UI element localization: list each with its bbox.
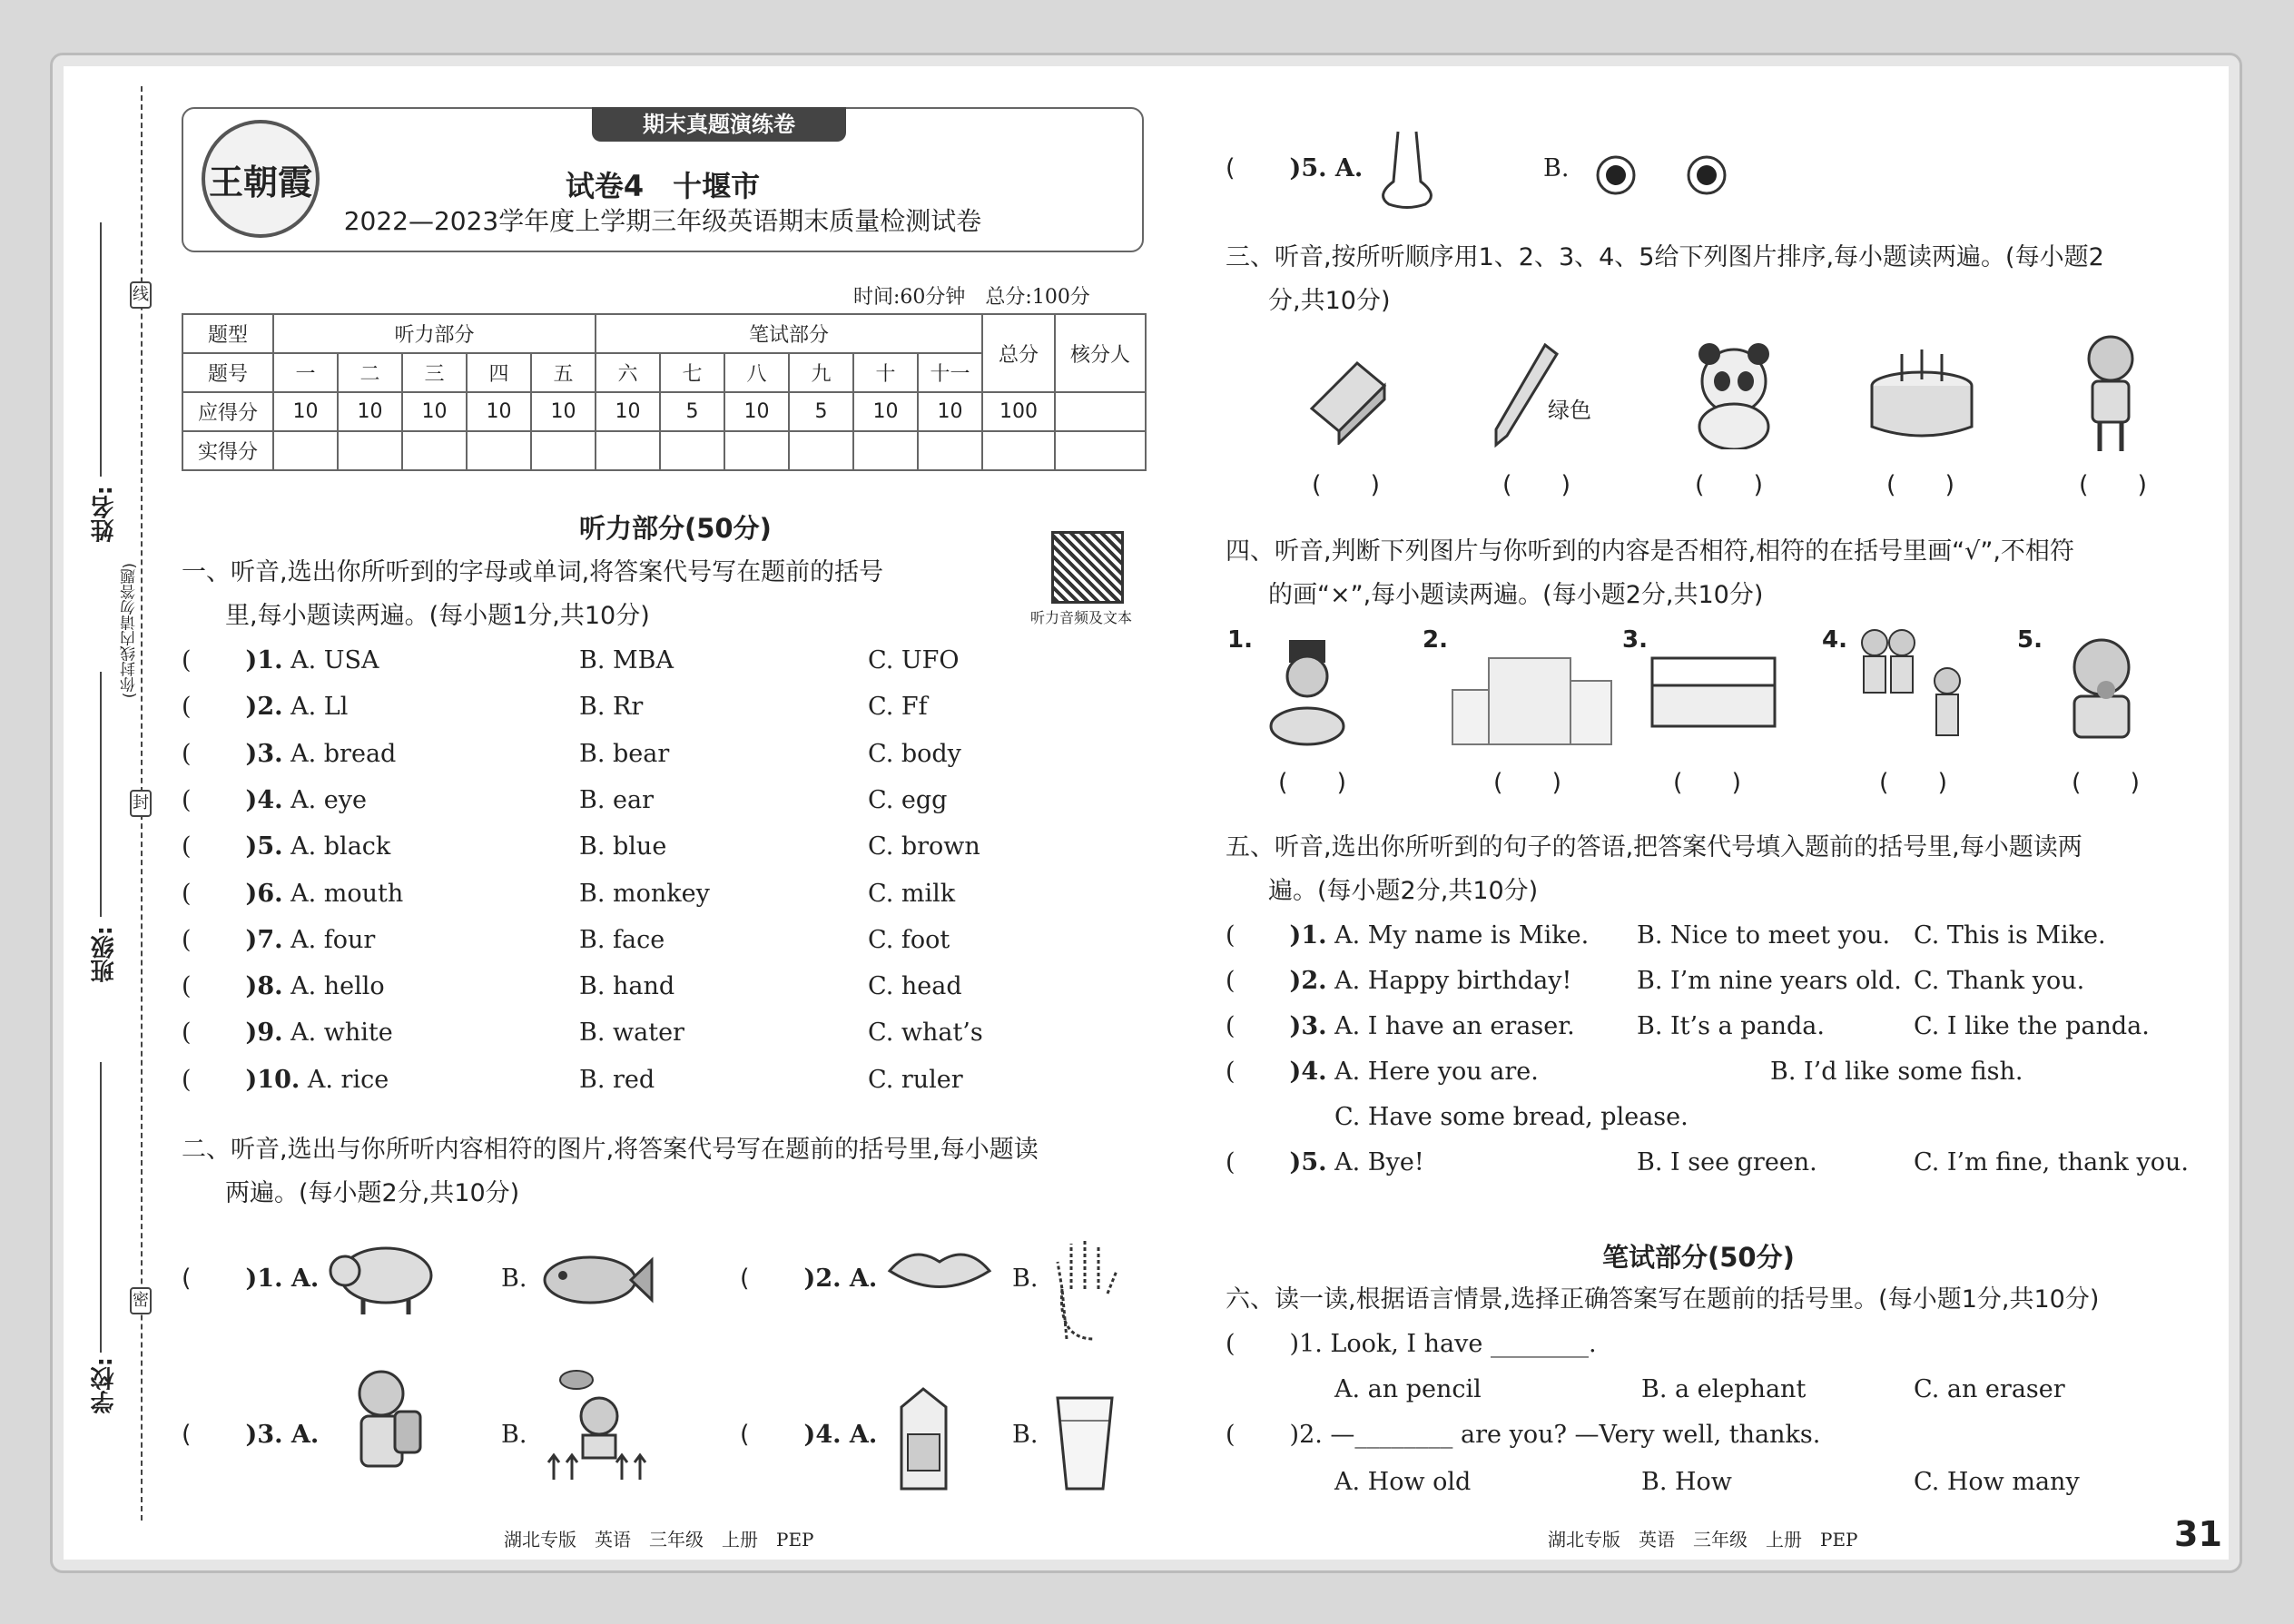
binding-tag-seal: 封 xyxy=(130,790,152,817)
cell: 总分 xyxy=(982,314,1055,392)
cell: 5 xyxy=(660,392,724,431)
open-paren[interactable]: ( xyxy=(182,646,192,674)
option-b[interactable]: B. I’d like some fish. xyxy=(1770,1058,2023,1086)
open-paren[interactable]: ( xyxy=(1226,154,1236,182)
sec4-title: 四、听音,判断下列图片与你听到的内容是否相符,相符的在括号里画“√”,不相符 xyxy=(1226,537,2074,566)
option-b[interactable]: B. I see green. xyxy=(1637,1148,1817,1176)
score-input[interactable] xyxy=(853,431,918,470)
boy-touching-head-icon xyxy=(2074,331,2147,454)
pencil-box-icon xyxy=(1648,645,1784,735)
header-tab: 期末真题演练卷 xyxy=(592,107,846,142)
cell: 十 xyxy=(853,353,918,392)
option-b[interactable]: B. Nice to meet you. xyxy=(1637,921,1891,950)
open-paren[interactable]: ( xyxy=(182,925,192,954)
qr-label: 听力音频及文本 xyxy=(1030,609,1133,626)
sec2-q4-b: B. xyxy=(1012,1421,1039,1449)
sec5-title: 五、听音,选出你所听到的句子的答语,把答案代号填入题前的括号里,每小题读两 xyxy=(1226,833,2082,861)
list-item xyxy=(1226,967,1571,995)
option-b[interactable]: B. face xyxy=(579,925,665,954)
exam-title: 试卷4 十堰市 xyxy=(565,169,761,203)
open-paren[interactable]: ( xyxy=(182,879,192,908)
q-num: )2. xyxy=(1289,967,1327,995)
cell: 二 xyxy=(338,353,402,392)
cell: 10 xyxy=(338,392,402,431)
cell: 七 xyxy=(660,353,724,392)
score-input[interactable] xyxy=(402,431,467,470)
sec4-blank-2[interactable]: ( ) xyxy=(1493,769,1562,797)
option-c[interactable]: C. what’s xyxy=(868,1019,983,1048)
children-icon xyxy=(1856,626,1970,749)
option-a[interactable]: A. Ll xyxy=(290,693,349,722)
q-label: )3. A. xyxy=(245,1421,320,1449)
option-b[interactable]: B. red xyxy=(579,1065,655,1094)
open-paren[interactable]: ( xyxy=(182,1065,192,1094)
sec1-title: 一、听音,选出你所听到的字母或单词,将答案代号写在题前的括号 xyxy=(182,558,884,586)
score-input[interactable] xyxy=(467,431,531,470)
cell: 一 xyxy=(273,353,338,392)
q-num: )1. xyxy=(1289,921,1327,950)
option-b[interactable]: B. MBA xyxy=(579,646,674,674)
cell: 题型 xyxy=(182,314,273,353)
option-c[interactable]: C. Have some bread, please. xyxy=(1334,1103,1689,1131)
cell: 10 xyxy=(853,392,918,431)
sec2-q3-b: B. xyxy=(501,1421,527,1449)
sec3-blank-3[interactable]: ( ) xyxy=(1695,471,1764,499)
q-num: )3. xyxy=(1289,1012,1327,1040)
sec6-q2 xyxy=(1226,1421,1820,1449)
option-a[interactable]: A. USA xyxy=(290,646,379,674)
sec3-blank-4[interactable]: ( ) xyxy=(1886,471,1955,499)
q-num: )10. xyxy=(245,1065,300,1094)
option-b[interactable]: B. blue xyxy=(579,832,667,861)
boy-with-arrows-icon xyxy=(545,1366,649,1484)
q-text: )2. —________ are you? —Very well, thanks. xyxy=(1289,1421,1821,1449)
score-input[interactable] xyxy=(982,431,1055,470)
sec3-blank-5[interactable]: ( ) xyxy=(2079,471,2148,499)
open-paren[interactable]: ( xyxy=(1226,1012,1236,1040)
option-b[interactable]: B. water xyxy=(579,1019,684,1048)
option-a[interactable]: A. Here you are. xyxy=(1334,1058,1539,1086)
score-input[interactable] xyxy=(338,431,402,470)
time-info: 时间:60分钟 总分:100分 xyxy=(853,286,1090,309)
list-item xyxy=(182,1019,393,1047)
option-c[interactable]: C. brown xyxy=(868,832,980,861)
open-paren[interactable]: ( xyxy=(182,785,192,814)
q-num: )1. xyxy=(245,646,283,674)
option-b[interactable]: B. I’m nine years old. xyxy=(1637,967,1902,995)
sec2-q5 xyxy=(1226,154,1363,182)
cell: 笔试部分 xyxy=(596,314,982,353)
cell: 题号 xyxy=(182,353,273,392)
cell: 核分人 xyxy=(1055,314,1146,392)
list-item xyxy=(182,972,385,1000)
birthday-cake-icon xyxy=(1866,345,1979,445)
q-num: )4. xyxy=(245,785,283,814)
list-item xyxy=(182,740,396,768)
option-c[interactable]: C. body xyxy=(868,739,961,768)
boy-eating-icon xyxy=(2056,631,2147,740)
sec4-num-3: 3. xyxy=(1622,626,1648,654)
option-b[interactable]: B. hand xyxy=(579,972,675,1001)
option-a[interactable]: A. I have an eraser. xyxy=(1334,1012,1575,1040)
logo-text: 王朝霞 xyxy=(208,161,312,202)
option-a[interactable]: A. four xyxy=(290,925,376,954)
sec3-blank-2[interactable]: ( ) xyxy=(1502,471,1571,499)
q-num: )4. xyxy=(1289,1058,1327,1086)
cell: 100 xyxy=(982,392,1055,431)
binding-note: (你封线内请勿答题) xyxy=(121,563,139,699)
footer-left: 湖北专版 英语 三年级 上册 PEP xyxy=(504,1529,814,1550)
sec2-q1 xyxy=(182,1265,319,1293)
list-item xyxy=(1226,1148,1424,1176)
cell: 四 xyxy=(467,353,531,392)
list-item xyxy=(182,693,348,721)
list-item xyxy=(1226,921,1589,950)
score-input[interactable] xyxy=(660,431,724,470)
boy-with-bag-icon xyxy=(345,1366,427,1484)
option-c[interactable]: C. egg xyxy=(868,785,948,814)
cell: 三 xyxy=(402,353,467,392)
option-a[interactable]: A. hello xyxy=(290,972,385,1001)
open-paren[interactable]: ( xyxy=(1226,967,1236,995)
score-table xyxy=(182,313,1147,471)
option-a[interactable]: A. bread xyxy=(290,739,397,768)
option-c[interactable]: C. milk xyxy=(868,879,956,908)
open-paren[interactable]: ( xyxy=(1226,1148,1236,1176)
eraser-icon xyxy=(1303,354,1393,445)
open-paren[interactable]: ( xyxy=(1226,1058,1236,1086)
name-label: 姓名: xyxy=(91,486,118,543)
open-paren[interactable]: ( xyxy=(1226,1421,1236,1449)
score-input[interactable] xyxy=(1055,431,1146,470)
binding-tag-line: 线 xyxy=(130,281,152,309)
list-item xyxy=(182,880,403,908)
option-c[interactable]: C. foot xyxy=(868,925,950,954)
q-num: )5. xyxy=(245,832,283,861)
score-input[interactable] xyxy=(918,431,982,470)
open-paren[interactable]: ( xyxy=(182,1265,192,1293)
cell: 5 xyxy=(789,392,853,431)
option-a[interactable]: A. eye xyxy=(290,785,367,814)
exam-paper xyxy=(50,53,2242,1573)
cell: 应得分 xyxy=(182,392,273,431)
sec2-q4 xyxy=(740,1421,877,1449)
option-c[interactable]: C. This is Mike. xyxy=(1914,921,2106,950)
open-paren[interactable]: ( xyxy=(182,832,192,861)
sec2-q2 xyxy=(740,1265,877,1293)
list-item xyxy=(182,832,390,861)
hand-icon xyxy=(1049,1235,1121,1343)
milk-carton-icon xyxy=(894,1384,953,1493)
cell: 六 xyxy=(596,353,660,392)
q-text: )1. Look, I have ________. xyxy=(1289,1330,1597,1358)
q-num: )3. xyxy=(245,739,283,768)
sec2-title2: 两遍。(每小题2分,共10分) xyxy=(225,1179,520,1207)
qr-code[interactable] xyxy=(1051,531,1124,604)
q-label: )1. A. xyxy=(245,1265,320,1293)
nose-icon xyxy=(1371,127,1443,213)
open-paren[interactable]: ( xyxy=(1226,1330,1236,1358)
eyes-icon xyxy=(1593,150,1748,200)
school-label: 学校: xyxy=(91,1357,118,1414)
option-c[interactable]: C. UFO xyxy=(868,646,960,674)
sec6-q1 xyxy=(1226,1330,1597,1358)
option-b[interactable]: B. It’s a panda. xyxy=(1637,1012,1825,1040)
option-a[interactable]: A. white xyxy=(290,1019,393,1048)
cell: 听力部分 xyxy=(273,314,596,353)
sec5-title2: 遍。(每小题2分,共10分) xyxy=(1268,877,1539,905)
option-c[interactable]: C. I like the panda. xyxy=(1914,1012,2150,1040)
option-a[interactable]: A. mouth xyxy=(290,879,404,908)
q-num: )6. xyxy=(245,879,283,908)
pig-icon xyxy=(327,1235,445,1316)
sec4-num-5: 5. xyxy=(2017,626,2043,654)
glass-of-water-icon xyxy=(1053,1393,1117,1493)
list-item xyxy=(182,646,379,674)
cell[interactable] xyxy=(1055,392,1146,431)
option-c[interactable]: C. head xyxy=(868,972,962,1001)
option-b[interactable]: B. Rr xyxy=(579,693,644,722)
option-c[interactable]: C. Thank you. xyxy=(1914,967,2085,995)
score-input[interactable] xyxy=(596,431,660,470)
sec4-title2: 的画“×”,每小题读两遍。(每小题2分,共10分) xyxy=(1268,581,1764,609)
buildings-icon xyxy=(1448,649,1616,749)
q-num: )8. xyxy=(245,972,283,1001)
fish-icon xyxy=(536,1244,654,1316)
sec6-title: 六、读一读,根据语言情景,选择正确答案写在题前的括号里。(每小题1分,共10分) xyxy=(1226,1285,2100,1314)
sec4-num-1: 1. xyxy=(1227,626,1253,654)
name-blank[interactable] xyxy=(100,222,102,477)
option-b[interactable]: B. monkey xyxy=(579,879,710,908)
list-item xyxy=(1226,1012,1575,1040)
sec4-blank-4[interactable]: ( ) xyxy=(1879,769,1948,797)
pencil-label: 绿色 xyxy=(1548,398,1591,423)
cell: 实得分 xyxy=(182,431,273,470)
q-label: )5. A. xyxy=(1289,154,1364,182)
sec3-blank-1[interactable]: ( ) xyxy=(1312,471,1381,499)
class-label: 班级: xyxy=(91,926,118,983)
sec4-blank-5[interactable]: ( ) xyxy=(2072,769,2141,797)
class-blank[interactable] xyxy=(100,672,102,917)
q-num: )7. xyxy=(245,925,283,954)
cell: 10 xyxy=(531,392,596,431)
exam-subtitle: 2022—2023学年度上学期三年级英语期末质量检测试卷 xyxy=(343,206,982,236)
sec4-num-2: 2. xyxy=(1423,626,1448,654)
option-a[interactable]: A. Happy birthday! xyxy=(1334,967,1572,995)
list-item xyxy=(182,786,367,814)
open-paren[interactable]: ( xyxy=(182,693,192,722)
page-number: 31 xyxy=(2174,1514,2222,1554)
sec6-q2-c[interactable]: C. How many xyxy=(1914,1468,2080,1496)
sec4-blank-3[interactable]: ( ) xyxy=(1673,769,1742,797)
sec4-num-4: 4. xyxy=(1822,626,1847,654)
sec6-q1-b[interactable]: B. a elephant xyxy=(1641,1375,1807,1403)
sec1-title2: 里,每小题读两遍。(每小题1分,共10分) xyxy=(225,602,650,630)
sec2-q5-b: B. xyxy=(1543,154,1570,182)
open-paren[interactable]: ( xyxy=(182,739,192,768)
list-item xyxy=(182,1066,389,1094)
listening-title: 听力部分(50分) xyxy=(579,513,772,544)
sec2-q3 xyxy=(182,1421,319,1449)
sec6-q2-b[interactable]: B. How xyxy=(1641,1468,1732,1496)
option-b[interactable]: B. bear xyxy=(579,739,670,768)
cell: 10 xyxy=(467,392,531,431)
sec4-blank-1[interactable]: ( ) xyxy=(1278,769,1347,797)
option-a[interactable]: A. black xyxy=(290,832,391,861)
q-num: )5. xyxy=(1289,1148,1327,1176)
option-a[interactable]: A. My name is Mike. xyxy=(1334,921,1590,950)
q-label: )4. A. xyxy=(803,1421,878,1449)
open-paren[interactable]: ( xyxy=(182,1019,192,1048)
lips-icon xyxy=(885,1244,994,1298)
q-num: )2. xyxy=(245,693,283,722)
option-c[interactable]: C. ruler xyxy=(868,1065,963,1094)
binding-tag-fold: 密 xyxy=(130,1287,152,1314)
q-label: )2. A. xyxy=(803,1265,878,1293)
cell: 九 xyxy=(789,353,853,392)
option-a[interactable]: A. Bye! xyxy=(1334,1148,1424,1176)
option-b[interactable]: B. ear xyxy=(579,785,654,814)
sec3-title: 三、听音,按所听顺序用1、2、3、4、5给下列图片排序,每小题读两遍。(每小题2 xyxy=(1226,243,2104,271)
cell: 10 xyxy=(724,392,789,431)
cell: 十一 xyxy=(918,353,982,392)
open-paren[interactable]: ( xyxy=(182,1421,192,1449)
option-c[interactable]: C. Ff xyxy=(868,693,928,722)
sec2-title: 二、听音,选出与你所听内容相符的图片,将答案代号写在题前的括号里,每小题读 xyxy=(182,1136,1039,1164)
sec2-q2-b: B. xyxy=(1012,1265,1039,1293)
q-num: )9. xyxy=(245,1019,283,1048)
sec6-q2-a[interactable]: A. How old xyxy=(1334,1468,1472,1496)
cell: 10 xyxy=(918,392,982,431)
cell: 10 xyxy=(402,392,467,431)
cell: 八 xyxy=(724,353,789,392)
list-item xyxy=(182,926,375,954)
open-paren[interactable]: ( xyxy=(740,1421,750,1449)
open-paren[interactable]: ( xyxy=(1226,921,1236,950)
sec6-q1-c[interactable]: C. an eraser xyxy=(1914,1375,2065,1403)
footer-right: 湖北专版 英语 三年级 上册 PEP xyxy=(1548,1529,1858,1550)
written-title: 笔试部分(50分) xyxy=(1602,1242,1795,1273)
sec6-q1-a[interactable]: A. an pencil xyxy=(1334,1375,1482,1403)
score-input[interactable] xyxy=(273,431,338,470)
panda-icon xyxy=(1684,340,1784,449)
list-item xyxy=(1226,1058,1539,1086)
option-a[interactable]: A. rice xyxy=(307,1065,389,1094)
sec2-q1-b: B. xyxy=(501,1265,527,1293)
open-paren[interactable]: ( xyxy=(740,1265,750,1293)
school-blank[interactable] xyxy=(100,1062,102,1353)
score-input[interactable] xyxy=(531,431,596,470)
cell: 10 xyxy=(273,392,338,431)
score-input[interactable] xyxy=(724,431,789,470)
monkey-with-drum-icon xyxy=(1257,635,1366,749)
score-input[interactable] xyxy=(789,431,853,470)
cell: 五 xyxy=(531,353,596,392)
cell: 10 xyxy=(596,392,660,431)
sec3-title2: 分,共10分) xyxy=(1268,287,1391,315)
option-c[interactable]: C. I’m fine, thank you. xyxy=(1914,1148,2189,1176)
open-paren[interactable]: ( xyxy=(182,972,192,1001)
